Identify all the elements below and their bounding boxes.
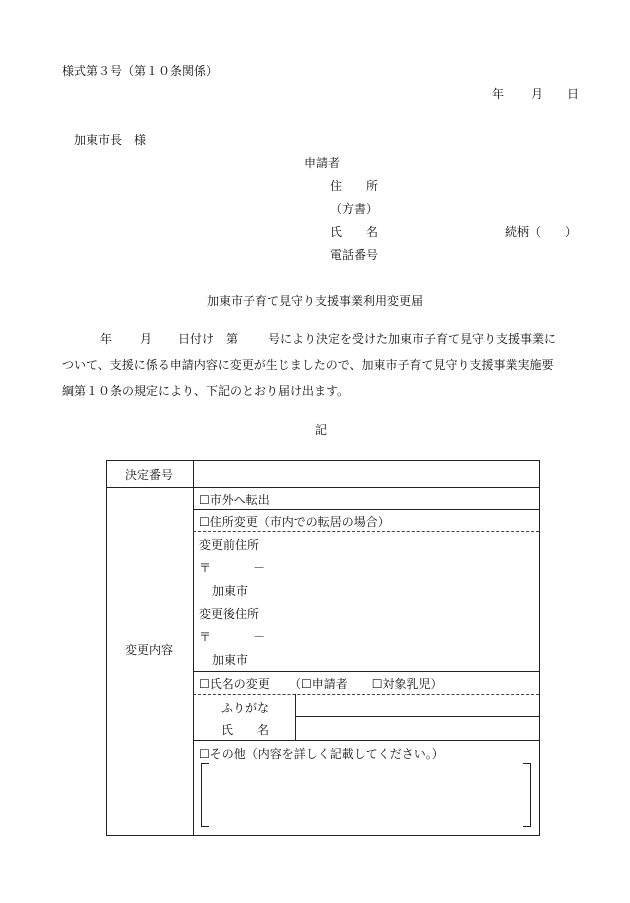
before-postal-dash: －	[253, 561, 266, 575]
address-label: 住 所	[330, 179, 379, 193]
change-form-table	[106, 460, 540, 836]
left-bracket	[201, 763, 209, 827]
document-title: 加東市子育て見守り支援事業利用変更届	[207, 294, 424, 308]
after-city: 加東市	[212, 653, 249, 667]
phone-label: 電話番号	[330, 248, 379, 262]
after-address-label: 変更後住所	[199, 607, 260, 621]
before-address-label: 変更前住所	[199, 538, 260, 552]
furigana-label: ふりがな	[221, 701, 270, 715]
row-divider	[193, 671, 539, 672]
date-day-label: 日	[567, 87, 580, 101]
name-change-checkbox[interactable]: ☐氏名の変更	[199, 677, 270, 691]
body-paragraph	[62, 326, 582, 404]
other-details-field[interactable]	[211, 765, 521, 825]
after-postal-dash: －	[253, 630, 266, 644]
after-postal-mark: 〒	[199, 630, 212, 644]
body-line-1	[62, 326, 582, 352]
date-year-label: 年	[492, 87, 505, 101]
body-month: 月	[140, 332, 153, 346]
body-year: 年	[100, 332, 113, 346]
body-line-2: ついて、支援に係る申請内容に変更が生じましたので、加東市子育て見守り支援事業実施要	[62, 358, 554, 372]
addressee: 加東市長 様	[74, 133, 147, 147]
ki-marker: 記	[315, 423, 328, 437]
label-column-divider	[193, 461, 194, 835]
furigana-field[interactable]	[297, 695, 539, 716]
applicant-label: 申請者	[304, 156, 341, 170]
new-name-field[interactable]	[297, 717, 539, 739]
name-label: 氏 名	[330, 225, 379, 239]
before-city: 加東市	[212, 584, 249, 598]
date-month-label: 月	[531, 87, 544, 101]
dashed-divider	[193, 531, 539, 532]
body-line-1-rest: 号により決定を受けた加東市子育て見守り支援事業に	[268, 332, 557, 346]
form-number: 様式第３号（第１０条関係）	[62, 64, 219, 78]
before-postal-mark: 〒	[199, 561, 212, 575]
other-checkbox[interactable]: ☐その他（内容を詳しく記載してください。）	[199, 747, 444, 761]
new-name-label: 氏 名	[221, 723, 270, 737]
row-divider	[193, 509, 539, 510]
change-content-label: 変更内容	[125, 643, 174, 657]
row-divider	[107, 487, 539, 488]
decision-number-label: 決定番号	[125, 468, 174, 482]
address-care-of-label: （方書）	[330, 202, 379, 216]
name-change-options[interactable]: （☐申請者 ☐対象乳児）	[289, 677, 443, 691]
decision-number-field[interactable]	[195, 461, 539, 487]
body-day-number: 日付け 第	[178, 332, 239, 346]
move-out-checkbox[interactable]: ☐市外へ転出	[199, 493, 270, 507]
relationship-label: 続柄（ ）	[505, 225, 578, 239]
address-change-checkbox[interactable]: ☐住所変更（市内での転居の場合）	[199, 515, 390, 529]
row-divider	[193, 740, 539, 741]
right-bracket	[523, 763, 531, 827]
name-sub-divider	[295, 694, 296, 740]
body-line-3: 綱第１０条の規定により、下記のとおり届け出ます。	[62, 384, 350, 398]
